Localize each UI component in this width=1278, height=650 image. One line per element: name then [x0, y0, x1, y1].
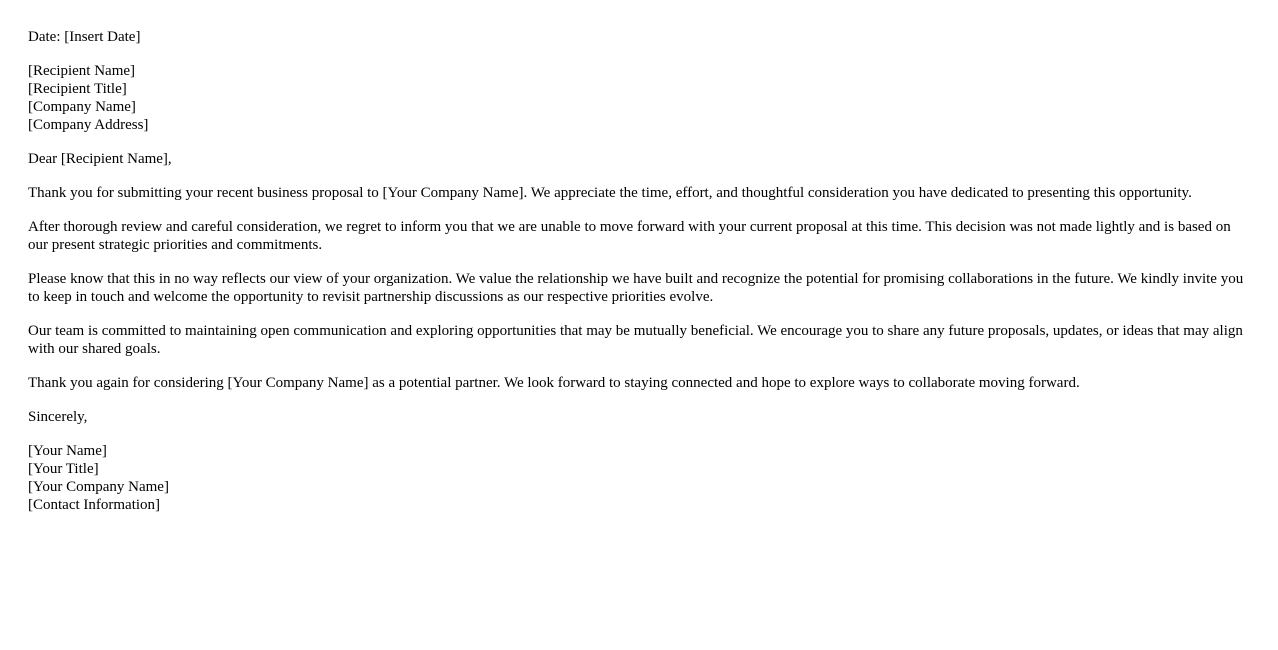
date-line: Date: [Insert Date]	[28, 29, 141, 45]
signature-title: [Your Title]	[28, 461, 99, 477]
recipient-name: [Recipient Name]	[28, 63, 136, 79]
recipient-company-address: [Company Address]	[28, 117, 149, 133]
recipient-company-name: [Company Name]	[28, 99, 136, 115]
body-paragraph-3: Please know that this in no way reflects our view of your organization. We value the relationship we have built and recognize the potential for promising collaborations in the future. We kindly invite you to keep in touch and welcome the opportunity to revisit partnership discussions as our respective priorities evolve.	[28, 271, 1244, 305]
salutation: Dear [Recipient Name],	[28, 151, 172, 167]
signature-name: [Your Name]	[28, 443, 107, 459]
letter-document	[28, 28, 1246, 530]
body-paragraph-1: Thank you for submitting your recent business proposal to [Your Company Name]. We appreciate the time, effort, and thoughtful consideration you have dedicated to presenting this opportunity.	[28, 185, 1192, 201]
signature-contact-information: [Contact Information]	[28, 497, 161, 513]
body-paragraph-2: After thorough review and careful consideration, we regret to inform you that we are unable to move forward with your current proposal at this time. This decision was not made lightly and is based on our present strategic priorities and commitments.	[28, 219, 1231, 253]
body-paragraph-5: Thank you again for considering [Your Company Name] as a potential partner. We look forward to staying connected and hope to explore ways to collaborate moving forward.	[28, 375, 1080, 391]
recipient-title: [Recipient Title]	[28, 81, 127, 97]
closing: Sincerely,	[28, 409, 88, 425]
recipient-block	[28, 62, 1246, 134]
body-paragraph-4: Our team is committed to maintaining open communication and exploring opportunities that may be mutually beneficial. We encourage you to share any future proposals, updates, or ideas that may align with our shared goals.	[28, 323, 1243, 357]
signature-block	[28, 442, 1246, 514]
signature-company-name: [Your Company Name]	[28, 479, 169, 495]
